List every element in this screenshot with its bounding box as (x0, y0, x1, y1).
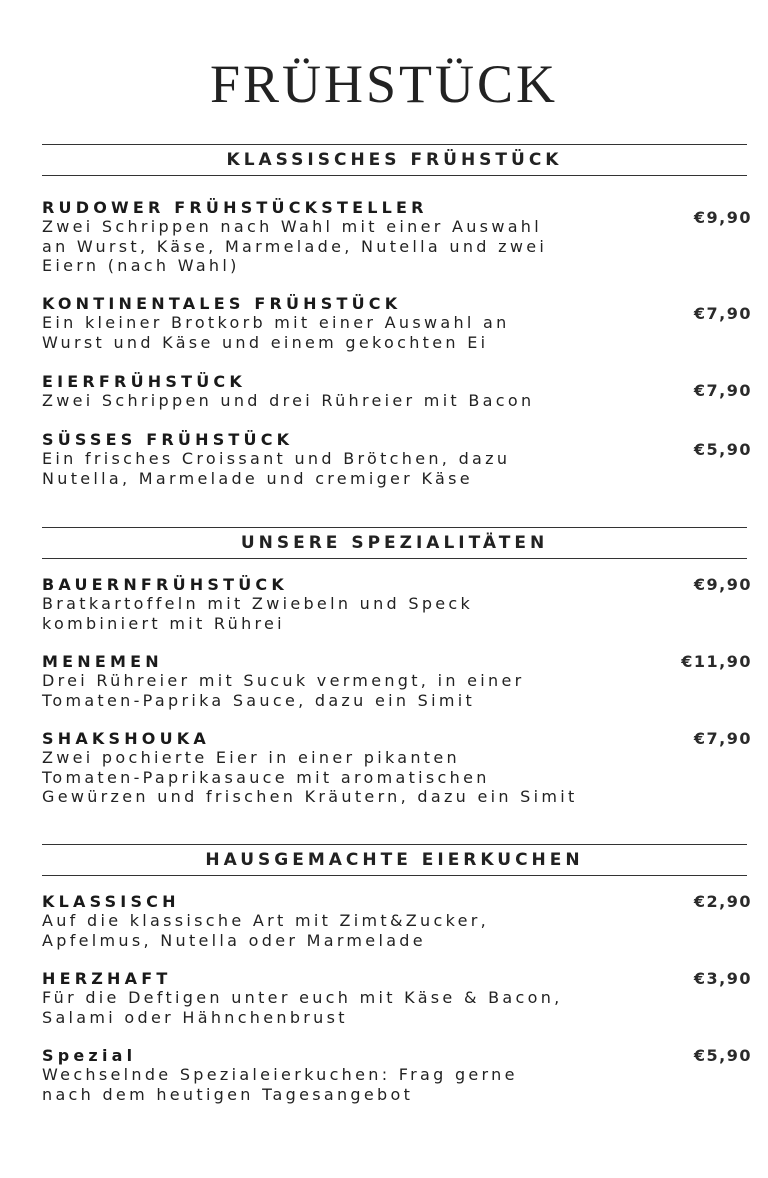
item-price: €7,90 (693, 381, 752, 400)
menu-item-klassisch (42, 892, 752, 950)
menu-item-bauernfruehstueck (42, 575, 752, 633)
item-price: €5,90 (693, 1046, 752, 1065)
item-price: €7,90 (693, 729, 752, 748)
section-heading-spezialitaeten: UNSERE SPEZIALITÄTEN (42, 527, 747, 559)
menu-item-herzhaft (42, 969, 752, 1027)
item-name: HERZHAFT (42, 969, 172, 988)
item-price: €11,90 (681, 652, 752, 671)
item-description: Für die Deftigen unter euch mit Käse & Bacon, Salami oder Hähnchenbrust (42, 988, 563, 1027)
item-description: Auf die klassische Art mit Zimt&Zucker, Apfelmus, Nutella oder Marmelade (42, 911, 489, 950)
menu-item-kontinentales (42, 294, 752, 352)
item-description: Wechselnde Spezialeierkuchen: Frag gerne nach dem heutigen Tagesangebot (42, 1065, 518, 1104)
section-heading-klassisches: KLASSISCHES FRÜHSTÜCK (42, 144, 747, 176)
menu-item-eierfruehstueck (42, 372, 752, 411)
item-name: RUDOWER FRÜHSTÜCKSTELLER (42, 198, 428, 217)
item-description: Zwei Schrippen nach Wahl mit einer Auswahl an Wurst, Käse, Marmelade, Nutella und zwei Eiern (nach Wahl) (42, 217, 548, 275)
item-description: Ein frisches Croissant und Brötchen, dazu Nutella, Marmelade und cremiger Käse (42, 449, 511, 488)
item-description: Bratkartoffeln mit Zwiebeln und Speck kombiniert mit Rührei (42, 594, 474, 633)
item-price: €2,90 (693, 892, 752, 911)
menu-item-shakshouka (42, 729, 752, 807)
item-name: SÜSSES FRÜHSTÜCK (42, 430, 294, 449)
item-description: Drei Rühreier mit Sucuk vermengt, in einer Tomaten-Paprika Sauce, dazu ein Simit (42, 671, 525, 710)
item-price: €9,90 (693, 575, 752, 594)
item-price: €9,90 (693, 208, 752, 227)
menu-title: FRÜHSTÜCK (209, 54, 559, 114)
menu-item-spezial (42, 1046, 752, 1104)
item-name: BAUERNFRÜHSTÜCK (42, 575, 288, 594)
item-price: €3,90 (693, 969, 752, 988)
menu-item-suesses (42, 430, 752, 488)
menu-item-rudower (42, 198, 752, 276)
item-price: €7,90 (693, 304, 752, 323)
item-description: Ein kleiner Brotkorb mit einer Auswahl an Wurst und Käse und einem gekochten Ei (42, 313, 510, 352)
item-description: Zwei Schrippen und drei Rühreier mit Bacon (42, 391, 535, 410)
menu-item-menemen (42, 652, 752, 710)
item-name: EIERFRÜHSTÜCK (42, 372, 246, 391)
item-name: Spezial (42, 1046, 137, 1065)
item-name: KLASSISCH (42, 892, 180, 911)
item-name: MENEMEN (42, 652, 163, 671)
item-price: €5,90 (693, 440, 752, 459)
section-heading-eierkuchen: HAUSGEMACHTE EIERKUCHEN (42, 844, 747, 876)
item-name: SHAKSHOUKA (42, 729, 210, 748)
item-name: KONTINENTALES FRÜHSTÜCK (42, 294, 402, 313)
item-description: Zwei pochierte Eier in einer pikanten Tomaten-Paprikasauce mit aromatischen Gewürzen und frischen Kräutern, dazu ein Simit (42, 748, 578, 806)
